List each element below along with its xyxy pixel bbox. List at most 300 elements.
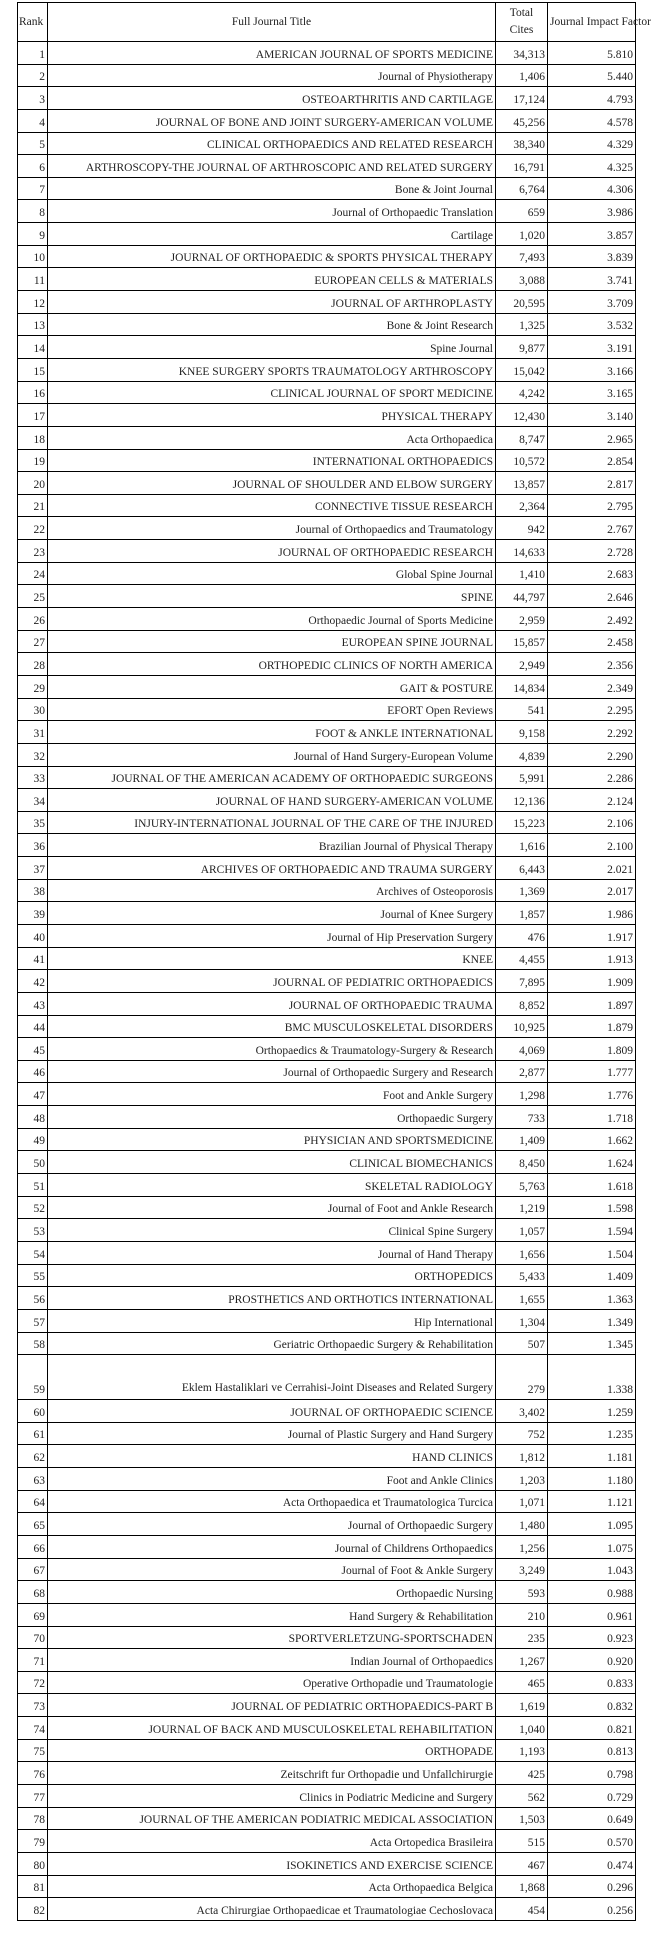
total-cites-cell: 3,402	[496, 1400, 548, 1423]
total-cites-cell: 279	[496, 1355, 548, 1400]
table-row	[18, 381, 636, 404]
rank-cell: 57	[18, 1309, 48, 1332]
impact-factor-cell: 1.913	[548, 947, 636, 970]
table-row	[18, 336, 636, 359]
rank-cell: 50	[18, 1151, 48, 1174]
table-row	[18, 87, 636, 110]
impact-factor-cell: 1.043	[548, 1558, 636, 1581]
total-cites-cell: 6,443	[496, 857, 548, 880]
table-row	[18, 1128, 636, 1151]
impact-factor-cell: 1.777	[548, 1060, 636, 1083]
rank-cell: 47	[18, 1083, 48, 1106]
rank-cell: 19	[18, 449, 48, 472]
total-cites-cell: 235	[496, 1626, 548, 1649]
total-cites-cell: 5,433	[496, 1264, 548, 1287]
table-row	[18, 992, 636, 1015]
table-row	[18, 1739, 636, 1762]
table-row	[18, 1830, 636, 1853]
title-cell: Geriatric Orthopaedic Surgery & Rehabilitation	[48, 1332, 496, 1355]
rank-cell: 16	[18, 381, 48, 404]
table-row	[18, 1649, 636, 1672]
table-row	[18, 1626, 636, 1649]
table-row	[18, 1309, 636, 1332]
title-cell: JOURNAL OF ORTHOPAEDIC RESEARCH	[48, 540, 496, 563]
rank-cell: 26	[18, 608, 48, 631]
total-cites-cell: 4,455	[496, 947, 548, 970]
title-cell: Acta Orthopaedica Belgica	[48, 1875, 496, 1898]
total-cites-cell: 38,340	[496, 132, 548, 155]
table-row	[18, 472, 636, 495]
total-cites-cell: 45,256	[496, 109, 548, 132]
impact-factor-cell: 1.345	[548, 1332, 636, 1355]
total-cites-cell: 4,242	[496, 381, 548, 404]
total-cites-cell: 15,223	[496, 811, 548, 834]
rank-cell: 80	[18, 1852, 48, 1875]
title-cell: Journal of Physiotherapy	[48, 64, 496, 87]
impact-factor-cell: 0.649	[548, 1807, 636, 1830]
table-row	[18, 404, 636, 427]
total-cites-cell: 6,764	[496, 177, 548, 200]
title-cell: Bone & Joint Research	[48, 313, 496, 336]
rank-cell: 5	[18, 132, 48, 155]
total-cites-cell: 1,406	[496, 64, 548, 87]
table-row	[18, 1717, 636, 1740]
total-cites-cell: 4,069	[496, 1038, 548, 1061]
impact-factor-cell: 0.256	[548, 1898, 636, 1921]
total-cites-cell: 210	[496, 1603, 548, 1626]
total-cites-cell: 1,616	[496, 834, 548, 857]
impact-factor-cell: 4.329	[548, 132, 636, 155]
title-cell: AMERICAN JOURNAL OF SPORTS MEDICINE	[48, 42, 496, 65]
rank-cell: 22	[18, 517, 48, 540]
table-row	[18, 358, 636, 381]
title-cell: Journal of Foot & Ankle Surgery	[48, 1558, 496, 1581]
title-cell: Acta Orthopaedica	[48, 426, 496, 449]
total-cites-cell: 2,364	[496, 494, 548, 517]
table-row	[18, 517, 636, 540]
rank-cell: 33	[18, 766, 48, 789]
rank-cell: 59	[18, 1355, 48, 1400]
impact-factor-cell: 2.458	[548, 630, 636, 653]
table-row	[18, 1422, 636, 1445]
impact-factor-cell: 1.624	[548, 1151, 636, 1174]
table-row	[18, 1513, 636, 1536]
title-cell: Cartilage	[48, 223, 496, 246]
impact-factor-cell: 4.306	[548, 177, 636, 200]
impact-factor-cell: 3.165	[548, 381, 636, 404]
impact-factor-cell: 2.017	[548, 879, 636, 902]
table-row	[18, 1400, 636, 1423]
title-cell: Zeitschrift fur Orthopadie und Unfallchirurgie	[48, 1762, 496, 1785]
total-cites-cell: 2,959	[496, 608, 548, 631]
impact-factor-cell: 4.325	[548, 155, 636, 178]
table-row	[18, 1694, 636, 1717]
title-cell: Journal of Orthopaedic Surgery	[48, 1513, 496, 1536]
rank-cell: 58	[18, 1332, 48, 1355]
total-cites-cell: 515	[496, 1830, 548, 1853]
total-cites-cell: 1,193	[496, 1739, 548, 1762]
total-cites-cell: 9,877	[496, 336, 548, 359]
title-cell: JOURNAL OF ORTHOPAEDIC & SPORTS PHYSICAL THERAPY	[48, 245, 496, 268]
title-cell: Bone & Joint Journal	[48, 177, 496, 200]
rank-cell: 73	[18, 1694, 48, 1717]
rank-cell: 17	[18, 404, 48, 427]
total-cites-cell: 10,925	[496, 1015, 548, 1038]
table-row	[18, 1332, 636, 1355]
title-cell: CLINICAL JOURNAL OF SPORT MEDICINE	[48, 381, 496, 404]
impact-factor-cell: 0.798	[548, 1762, 636, 1785]
rank-cell: 72	[18, 1671, 48, 1694]
table-row	[18, 1083, 636, 1106]
total-cites-cell: 425	[496, 1762, 548, 1785]
title-cell: JOURNAL OF ORTHOPAEDIC TRAUMA	[48, 992, 496, 1015]
impact-factor-cell: 1.121	[548, 1490, 636, 1513]
total-cites-cell: 454	[496, 1898, 548, 1921]
total-cites-cell: 541	[496, 698, 548, 721]
table-row	[18, 1875, 636, 1898]
rank-cell: 45	[18, 1038, 48, 1061]
title-cell: JOURNAL OF THE AMERICAN PODIATRIC MEDICAL ASSOCIATION	[48, 1807, 496, 1830]
table-row	[18, 109, 636, 132]
title-cell: JOURNAL OF THE AMERICAN ACADEMY OF ORTHOPAEDIC SURGEONS	[48, 766, 496, 789]
impact-factor-cell: 1.879	[548, 1015, 636, 1038]
rank-cell: 60	[18, 1400, 48, 1423]
title-cell: Hand Surgery & Rehabilitation	[48, 1603, 496, 1626]
title-cell: Spine Journal	[48, 336, 496, 359]
table-row	[18, 1490, 636, 1513]
title-cell: HAND CLINICS	[48, 1445, 496, 1468]
total-cites-cell: 507	[496, 1332, 548, 1355]
table-row	[18, 811, 636, 834]
impact-factor-cell: 0.833	[548, 1671, 636, 1694]
table-row	[18, 970, 636, 993]
rank-cell: 61	[18, 1422, 48, 1445]
total-cites-cell: 16,791	[496, 155, 548, 178]
impact-factor-cell: 0.813	[548, 1739, 636, 1762]
rank-cell: 48	[18, 1106, 48, 1129]
title-cell: ARCHIVES OF ORTHOPAEDIC AND TRAUMA SURGERY	[48, 857, 496, 880]
impact-factor-cell: 5.440	[548, 64, 636, 87]
rank-cell: 78	[18, 1807, 48, 1830]
total-cites-cell: 1,020	[496, 223, 548, 246]
rank-cell: 65	[18, 1513, 48, 1536]
total-cites-cell: 1,656	[496, 1241, 548, 1264]
table-row	[18, 1174, 636, 1197]
rank-cell: 51	[18, 1174, 48, 1197]
title-cell: Journal of Hand Surgery-European Volume	[48, 743, 496, 766]
total-cites-cell: 12,136	[496, 789, 548, 812]
total-cites-cell: 14,633	[496, 540, 548, 563]
table-row	[18, 608, 636, 631]
title-cell: Journal of Hand Therapy	[48, 1241, 496, 1264]
total-cites-cell: 1,868	[496, 1875, 548, 1898]
rank-cell: 2	[18, 64, 48, 87]
total-cites-cell: 467	[496, 1852, 548, 1875]
impact-factor-cell: 5.810	[548, 42, 636, 65]
impact-factor-cell: 2.817	[548, 472, 636, 495]
title-cell: Brazilian Journal of Physical Therapy	[48, 834, 496, 857]
rank-cell: 55	[18, 1264, 48, 1287]
impact-factor-cell: 4.793	[548, 87, 636, 110]
table-body	[18, 42, 636, 1921]
table-row	[18, 1558, 636, 1581]
impact-factor-cell: 1.180	[548, 1468, 636, 1491]
impact-factor-cell: 2.356	[548, 653, 636, 676]
total-cites-cell: 12,430	[496, 404, 548, 427]
table-wrapper	[17, 2, 651, 1921]
total-cites-cell: 476	[496, 924, 548, 947]
table-row	[18, 1603, 636, 1626]
total-cites-cell: 34,313	[496, 42, 548, 65]
impact-factor-cell: 1.235	[548, 1422, 636, 1445]
total-cites-cell: 44,797	[496, 585, 548, 608]
title-cell: OSTEOARTHRITIS AND CARTILAGE	[48, 87, 496, 110]
total-cites-cell: 15,857	[496, 630, 548, 653]
total-cites-cell: 2,877	[496, 1060, 548, 1083]
header-rank: Rank	[18, 3, 48, 42]
rank-cell: 49	[18, 1128, 48, 1151]
total-cites-cell: 1,040	[496, 1717, 548, 1740]
rank-cell: 63	[18, 1468, 48, 1491]
impact-factor-cell: 1.897	[548, 992, 636, 1015]
rank-cell: 36	[18, 834, 48, 857]
table-row	[18, 675, 636, 698]
rank-cell: 35	[18, 811, 48, 834]
total-cites-cell: 562	[496, 1785, 548, 1808]
rank-cell: 37	[18, 857, 48, 880]
rank-cell: 25	[18, 585, 48, 608]
total-cites-cell: 8,450	[496, 1151, 548, 1174]
rank-cell: 15	[18, 358, 48, 381]
title-cell: JOURNAL OF PEDIATRIC ORTHOPAEDICS-PART B	[48, 1694, 496, 1717]
impact-factor-cell: 1.409	[548, 1264, 636, 1287]
title-cell: INJURY-INTERNATIONAL JOURNAL OF THE CARE OF THE INJURED	[48, 811, 496, 834]
impact-factor-cell: 2.292	[548, 721, 636, 744]
rank-cell: 38	[18, 879, 48, 902]
rank-cell: 76	[18, 1762, 48, 1785]
title-cell: Archives of Osteoporosis	[48, 879, 496, 902]
rank-cell: 31	[18, 721, 48, 744]
title-cell: Foot and Ankle Clinics	[48, 1468, 496, 1491]
title-cell: SPORTVERLETZUNG-SPORTSCHADEN	[48, 1626, 496, 1649]
impact-factor-cell: 1.259	[548, 1400, 636, 1423]
rank-cell: 77	[18, 1785, 48, 1808]
header-journal-impact-factor: Journal Impact Factor	[548, 3, 636, 42]
title-cell: Journal of Hip Preservation Surgery	[48, 924, 496, 947]
rank-cell: 24	[18, 562, 48, 585]
rank-cell: 21	[18, 494, 48, 517]
table-row	[18, 268, 636, 291]
impact-factor-cell: 1.504	[548, 1241, 636, 1264]
total-cites-cell: 1,857	[496, 902, 548, 925]
impact-factor-cell: 1.662	[548, 1128, 636, 1151]
title-cell: JOURNAL OF BACK AND MUSCULOSKELETAL REHABILITATION	[48, 1717, 496, 1740]
total-cites-cell: 9,158	[496, 721, 548, 744]
impact-factor-cell: 3.140	[548, 404, 636, 427]
title-cell: KNEE SURGERY SPORTS TRAUMATOLOGY ARTHROSCOPY	[48, 358, 496, 381]
title-cell: Clinical Spine Surgery	[48, 1219, 496, 1242]
impact-factor-cell: 2.795	[548, 494, 636, 517]
title-cell: JOURNAL OF BONE AND JOINT SURGERY-AMERICAN VOLUME	[48, 109, 496, 132]
impact-factor-cell: 1.618	[548, 1174, 636, 1197]
table-row	[18, 426, 636, 449]
total-cites-cell: 1,298	[496, 1083, 548, 1106]
rank-cell: 28	[18, 653, 48, 676]
journal-ranking-table	[17, 2, 651, 1921]
title-cell: Orthopaedics & Traumatology-Surgery & Research	[48, 1038, 496, 1061]
rank-cell: 39	[18, 902, 48, 925]
impact-factor-cell: 1.349	[548, 1309, 636, 1332]
table-row	[18, 42, 636, 65]
title-cell: Orthopaedic Journal of Sports Medicine	[48, 608, 496, 631]
table-row	[18, 1536, 636, 1559]
impact-factor-cell: 1.594	[548, 1219, 636, 1242]
total-cites-cell: 20,595	[496, 291, 548, 314]
title-cell: Acta Ortopedica Brasileira	[48, 1830, 496, 1853]
title-cell: Acta Orthopaedica et Traumatologica Turcica	[48, 1490, 496, 1513]
rank-cell: 40	[18, 924, 48, 947]
title-cell: Foot and Ankle Surgery	[48, 1083, 496, 1106]
title-cell: FOOT & ANKLE INTERNATIONAL	[48, 721, 496, 744]
total-cites-cell: 1,503	[496, 1807, 548, 1830]
impact-factor-cell: 2.286	[548, 766, 636, 789]
table-row	[18, 834, 636, 857]
table-row	[18, 562, 636, 585]
impact-factor-cell: 1.917	[548, 924, 636, 947]
rank-cell: 6	[18, 155, 48, 178]
table-row	[18, 1060, 636, 1083]
impact-factor-cell: 2.683	[548, 562, 636, 585]
rank-cell: 4	[18, 109, 48, 132]
impact-factor-cell: 3.986	[548, 200, 636, 223]
rank-cell: 74	[18, 1717, 48, 1740]
table-row	[18, 494, 636, 517]
title-cell: EUROPEAN SPINE JOURNAL	[48, 630, 496, 653]
impact-factor-cell: 2.106	[548, 811, 636, 834]
total-cites-cell: 593	[496, 1581, 548, 1604]
table-row	[18, 1151, 636, 1174]
rank-cell: 10	[18, 245, 48, 268]
table-row	[18, 313, 636, 336]
table-row	[18, 947, 636, 970]
title-cell: PROSTHETICS AND ORTHOTICS INTERNATIONAL	[48, 1287, 496, 1310]
impact-factor-cell: 0.474	[548, 1852, 636, 1875]
impact-factor-cell: 1.338	[548, 1355, 636, 1400]
impact-factor-cell: 1.598	[548, 1196, 636, 1219]
title-cell: JOURNAL OF PEDIATRIC ORTHOPAEDICS	[48, 970, 496, 993]
title-cell: INTERNATIONAL ORTHOPAEDICS	[48, 449, 496, 472]
rank-cell: 20	[18, 472, 48, 495]
impact-factor-cell: 2.646	[548, 585, 636, 608]
rank-cell: 75	[18, 1739, 48, 1762]
impact-factor-cell: 0.570	[548, 1830, 636, 1853]
title-cell: JOURNAL OF ORTHOPAEDIC SCIENCE	[48, 1400, 496, 1423]
table-row	[18, 698, 636, 721]
title-cell: Journal of Orthopaedic Translation	[48, 200, 496, 223]
impact-factor-cell: 2.021	[548, 857, 636, 880]
title-cell: Journal of Foot and Ankle Research	[48, 1196, 496, 1219]
impact-factor-cell: 0.923	[548, 1626, 636, 1649]
table-row	[18, 1106, 636, 1129]
table-row	[18, 1468, 636, 1491]
total-cites-cell: 15,042	[496, 358, 548, 381]
impact-factor-cell: 2.965	[548, 426, 636, 449]
impact-factor-cell: 0.296	[548, 1875, 636, 1898]
impact-factor-cell: 2.492	[548, 608, 636, 631]
total-cites-cell: 7,493	[496, 245, 548, 268]
rank-cell: 1	[18, 42, 48, 65]
table-row	[18, 1287, 636, 1310]
table-row	[18, 291, 636, 314]
total-cites-cell: 5,991	[496, 766, 548, 789]
impact-factor-cell: 1.776	[548, 1083, 636, 1106]
table-row	[18, 1445, 636, 1468]
table-row	[18, 1241, 636, 1264]
total-cites-cell: 752	[496, 1422, 548, 1445]
title-cell: Acta Chirurgiae Orthopaedicae et Traumatologiae Cechoslovaca	[48, 1898, 496, 1921]
table-row	[18, 200, 636, 223]
impact-factor-cell: 3.857	[548, 223, 636, 246]
title-cell: JOURNAL OF HAND SURGERY-AMERICAN VOLUME	[48, 789, 496, 812]
table-row	[18, 1581, 636, 1604]
impact-factor-cell: 3.166	[548, 358, 636, 381]
impact-factor-cell: 0.920	[548, 1649, 636, 1672]
header-total-cites: Total Cites	[496, 3, 548, 42]
total-cites-cell: 1,267	[496, 1649, 548, 1672]
title-cell: Orthopaedic Nursing	[48, 1581, 496, 1604]
table-row	[18, 924, 636, 947]
rank-cell: 62	[18, 1445, 48, 1468]
title-cell: ARTHROSCOPY-THE JOURNAL OF ARTHROSCOPIC AND RELATED SURGERY	[48, 155, 496, 178]
total-cites-cell: 1,369	[496, 879, 548, 902]
total-cites-cell: 1,203	[496, 1468, 548, 1491]
table-row	[18, 1264, 636, 1287]
table-header	[18, 3, 651, 42]
rank-cell: 81	[18, 1875, 48, 1898]
rank-cell: 69	[18, 1603, 48, 1626]
table-row	[18, 766, 636, 789]
rank-cell: 13	[18, 313, 48, 336]
table-row	[18, 630, 636, 653]
title-cell: Operative Orthopadie und Traumatologie	[48, 1671, 496, 1694]
table-row	[18, 1852, 636, 1875]
rank-cell: 56	[18, 1287, 48, 1310]
total-cites-cell: 8,747	[496, 426, 548, 449]
title-cell: Journal of Plastic Surgery and Hand Surgery	[48, 1422, 496, 1445]
impact-factor-cell: 2.728	[548, 540, 636, 563]
rank-cell: 7	[18, 177, 48, 200]
title-cell: JOURNAL OF SHOULDER AND ELBOW SURGERY	[48, 472, 496, 495]
impact-factor-cell: 0.832	[548, 1694, 636, 1717]
total-cites-cell: 1,219	[496, 1196, 548, 1219]
total-cites-cell: 659	[496, 200, 548, 223]
total-cites-cell: 8,852	[496, 992, 548, 1015]
total-cites-cell: 1,071	[496, 1490, 548, 1513]
table-row	[18, 1785, 636, 1808]
table-row	[18, 743, 636, 766]
total-cites-cell: 1,325	[496, 313, 548, 336]
rank-cell: 54	[18, 1241, 48, 1264]
title-cell: CLINICAL BIOMECHANICS	[48, 1151, 496, 1174]
title-cell: Global Spine Journal	[48, 562, 496, 585]
rank-cell: 71	[18, 1649, 48, 1672]
rank-cell: 23	[18, 540, 48, 563]
total-cites-cell: 2,949	[496, 653, 548, 676]
rank-cell: 11	[18, 268, 48, 291]
rank-cell: 8	[18, 200, 48, 223]
table-row	[18, 585, 636, 608]
total-cites-cell: 1,409	[496, 1128, 548, 1151]
